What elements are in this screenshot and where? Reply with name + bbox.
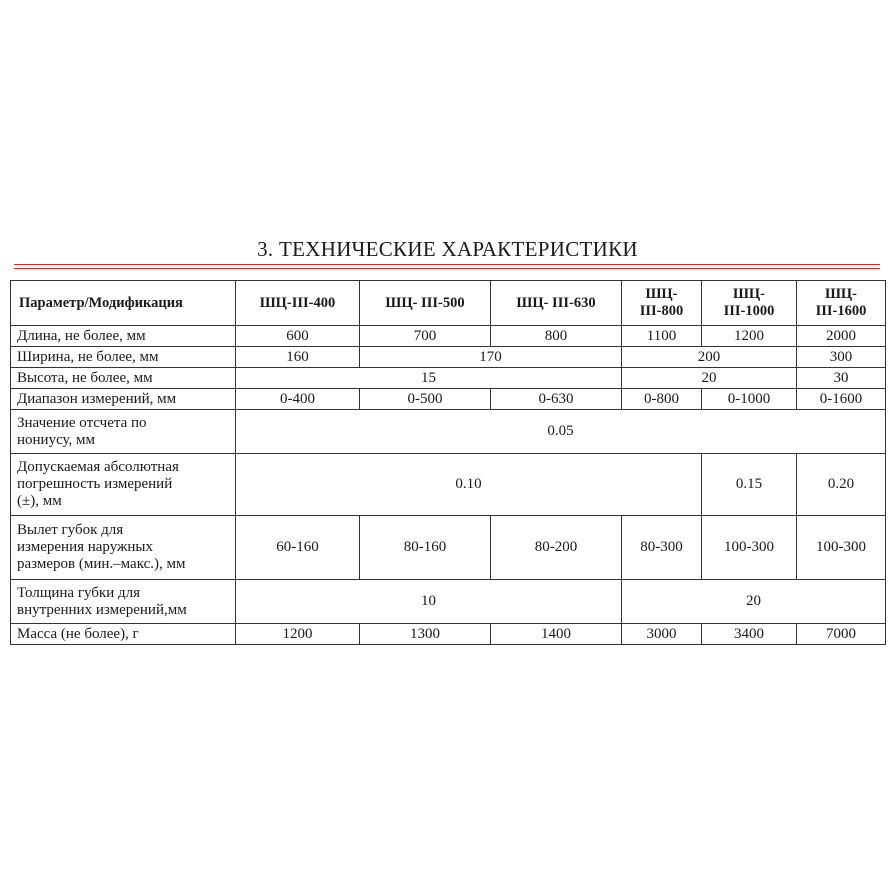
param-label: Вылет губок для измерения наружных размеров (мин.–макс.), мм <box>11 516 236 580</box>
value-cell: 3400 <box>702 624 797 645</box>
value-cell: 300 <box>797 347 886 368</box>
value-cell: 100-300 <box>702 516 797 580</box>
table-row-width <box>11 347 886 368</box>
param-label: Диапазон измерений, мм <box>11 389 236 410</box>
value-cell: 100-300 <box>797 516 886 580</box>
value-cell: 1400 <box>491 624 622 645</box>
table-row-range <box>11 389 886 410</box>
value-cell: 0.15 <box>702 454 797 516</box>
value-cell: 800 <box>491 326 622 347</box>
value-cell: 0-800 <box>622 389 702 410</box>
value-cell: 0.05 <box>236 410 886 454</box>
value-cell: 600 <box>236 326 360 347</box>
value-cell: 7000 <box>797 624 886 645</box>
table-row-jaw-thickness <box>11 580 886 624</box>
header-model-630: ШЦ- III-630 <box>491 281 622 326</box>
table-row-error <box>11 454 886 516</box>
value-cell: 0-1000 <box>702 389 797 410</box>
value-cell: 200 <box>622 347 797 368</box>
value-cell: 80-200 <box>491 516 622 580</box>
value-cell: 20 <box>622 580 886 624</box>
table-row-vernier <box>11 410 886 454</box>
value-cell: 20 <box>622 368 797 389</box>
header-model-800: ШЦ- III-800 <box>622 281 702 326</box>
header-model-1600: ШЦ- III-1600 <box>797 281 886 326</box>
value-cell: 80-160 <box>360 516 491 580</box>
value-cell: 60-160 <box>236 516 360 580</box>
table-row-mass <box>11 624 886 645</box>
value-cell: 0.10 <box>236 454 702 516</box>
value-cell: 0-500 <box>360 389 491 410</box>
value-cell: 1100 <box>622 326 702 347</box>
table-row-height <box>11 368 886 389</box>
table-header-row <box>11 281 886 326</box>
value-cell: 0-630 <box>491 389 622 410</box>
value-cell: 1200 <box>702 326 797 347</box>
param-label: Толщина губки для внутренних измерений,мм <box>11 580 236 624</box>
title-divider-line <box>14 268 880 269</box>
value-cell: 3000 <box>622 624 702 645</box>
param-label: Масса (не более), г <box>11 624 236 645</box>
value-cell: 0-400 <box>236 389 360 410</box>
specifications-table <box>10 280 886 645</box>
table-row-length <box>11 326 886 347</box>
value-cell: 30 <box>797 368 886 389</box>
value-cell: 1200 <box>236 624 360 645</box>
header-param: Параметр/Модификация <box>11 281 236 326</box>
title-divider-line <box>14 264 880 265</box>
value-cell: 10 <box>236 580 622 624</box>
value-cell: 170 <box>360 347 622 368</box>
header-model-1000: ШЦ- III-1000 <box>702 281 797 326</box>
value-cell: 0.20 <box>797 454 886 516</box>
param-label: Высота, не более, мм <box>11 368 236 389</box>
table-row-jaw-reach <box>11 516 886 580</box>
value-cell: 1300 <box>360 624 491 645</box>
value-cell: 2000 <box>797 326 886 347</box>
param-label: Длина, не более, мм <box>11 326 236 347</box>
param-label: Допускаемая абсолютная погрешность измерений (±), мм <box>11 454 236 516</box>
value-cell: 160 <box>236 347 360 368</box>
header-model-500: ШЦ- III-500 <box>360 281 491 326</box>
section-title: 3. ТЕХНИЧЕСКИЕ ХАРАКТЕРИСТИКИ <box>257 237 638 261</box>
param-label: Ширина, не более, мм <box>11 347 236 368</box>
value-cell: 80-300 <box>622 516 702 580</box>
value-cell: 15 <box>236 368 622 389</box>
param-label: Значение отсчета по нониусу, мм <box>11 410 236 454</box>
value-cell: 700 <box>360 326 491 347</box>
header-model-400: ШЦ-III-400 <box>236 281 360 326</box>
value-cell: 0-1600 <box>797 389 886 410</box>
